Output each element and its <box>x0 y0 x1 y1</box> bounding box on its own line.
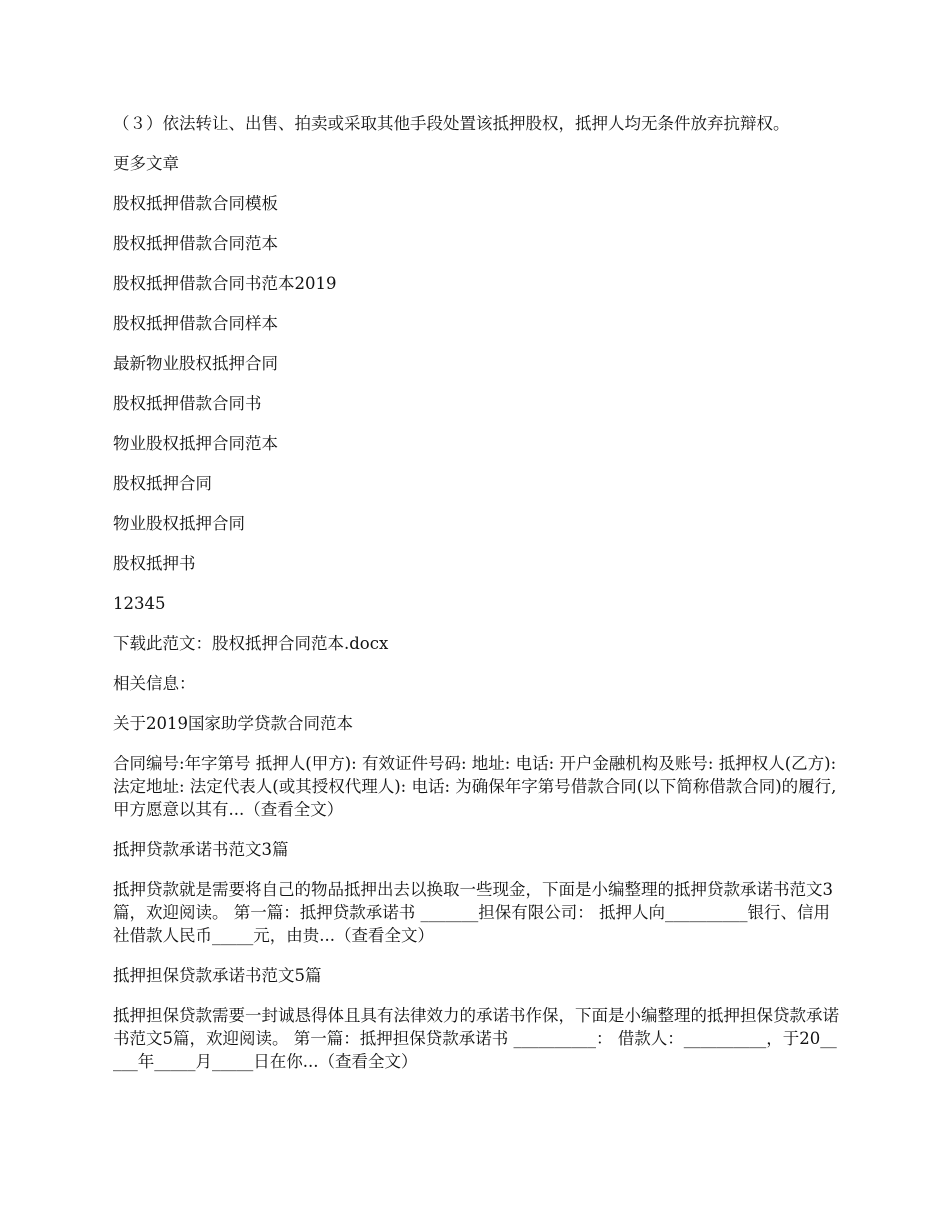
article-link[interactable] <box>113 312 843 335</box>
article-link[interactable] <box>113 432 843 455</box>
article-link[interactable] <box>113 192 843 215</box>
article-link-text[interactable]: 股权抵押合同 <box>113 474 212 493</box>
article-link-text[interactable]: 最新物业股权抵押合同 <box>113 354 278 373</box>
article-link[interactable] <box>113 472 843 495</box>
article-link-text[interactable]: 物业股权抵押合同 <box>113 514 245 533</box>
article-link[interactable] <box>113 352 843 375</box>
article-link[interactable] <box>113 552 843 575</box>
article-link[interactable] <box>113 392 843 415</box>
related-item-title[interactable]: 抵押担保贷款承诺书范文5篇 <box>113 966 322 985</box>
document-page <box>113 112 843 1090</box>
article-link-text[interactable]: 股权抵押借款合同模板 <box>113 194 278 213</box>
download-link[interactable]: 下载此范文：股权抵押合同范本.docx <box>113 634 389 653</box>
related-heading: 相关信息： <box>113 674 196 693</box>
article-link[interactable] <box>113 272 843 295</box>
pagination[interactable]: 12345 <box>113 594 166 613</box>
article-link[interactable] <box>113 512 843 535</box>
related-item-summary: 合同编号:年字第号 抵押人(甲方): 有效证件号码: 地址: 电话: 开户金融机构及账号: 抵押权人(乙方): 法定地址: 法定代表人(或其授权代理人): 电话: 为确保年字第号借款合同(以下简称借款合同)的履行,甲方愿意以其有...（查看全文） <box>113 754 837 819</box>
article-link-text[interactable]: 股权抵押书 <box>113 554 196 573</box>
related-item-title[interactable]: 抵押贷款承诺书范文3篇 <box>113 840 289 859</box>
intro-paragraph: （３）依法转让、出售、拍卖或采取其他手段处置该抵押股权，抵押人均无条件放弃抗辩权。 <box>113 114 790 133</box>
more-articles-heading: 更多文章 <box>113 154 179 173</box>
article-link-text[interactable]: 物业股权抵押合同范本 <box>113 434 278 453</box>
article-link-text[interactable]: 股权抵押借款合同范本 <box>113 234 278 253</box>
article-link-text[interactable]: 股权抵押借款合同样本 <box>113 314 278 333</box>
article-link-text[interactable]: 股权抵押借款合同书范本2019 <box>113 274 337 293</box>
related-item-summary: 抵押担保贷款需要一封诚恳得体且具有法律效力的承诺书作保，下面是小编整理的抵押担保贷款承诺书范文5篇，欢迎阅读。 第一篇：抵押担保贷款承诺书 __________： 借款人：__________，于20_____年_____月_____日在你...（查看全文） <box>113 1006 839 1071</box>
related-item-title[interactable]: 关于2019国家助学贷款合同范本 <box>113 714 353 733</box>
article-link[interactable] <box>113 232 843 255</box>
article-link-text[interactable]: 股权抵押借款合同书 <box>113 394 262 413</box>
related-item-summary: 抵押贷款就是需要将自己的物品抵押出去以换取一些现金，下面是小编整理的抵押贷款承诺书范文3篇，欢迎阅读。 第一篇：抵押贷款承诺书 _______担保有限公司： 抵押人向__________银行、信用社借款人民币_____元，由贵...（查看全文） <box>113 880 833 945</box>
